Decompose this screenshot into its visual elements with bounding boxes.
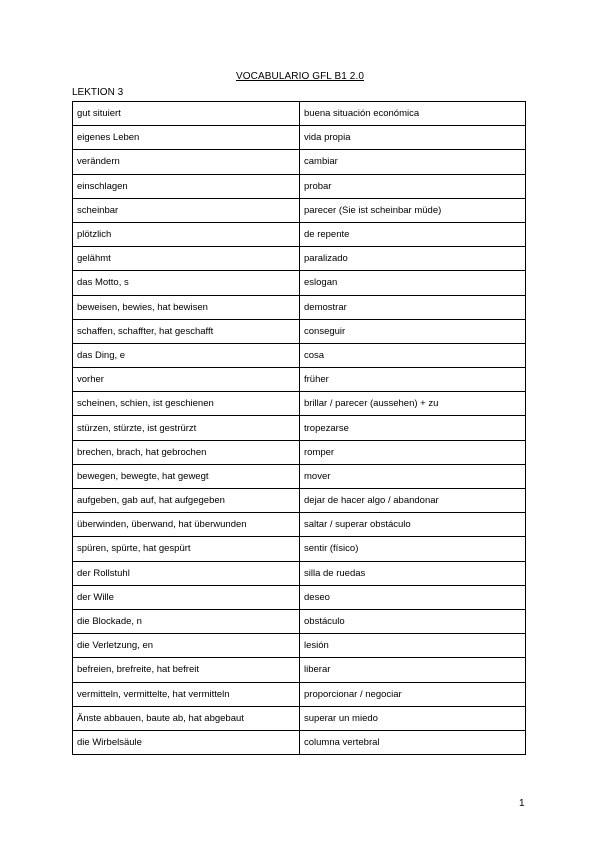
german-term-cell: schaffen, schaffter, hat geschafft: [73, 319, 300, 343]
german-term-cell: plötzlich: [73, 222, 300, 246]
spanish-translation-cell: cambiar: [300, 150, 526, 174]
table-row: [73, 319, 526, 343]
spanish-translation-cell: probar: [300, 174, 526, 198]
spanish-translation-cell: obstáculo: [300, 609, 526, 633]
vocabulary-table-body: [73, 102, 526, 755]
spanish-translation-cell: liberar: [300, 658, 526, 682]
table-row: [73, 730, 526, 754]
german-term-cell: Änste abbauen, baute ab, hat abgebaut: [73, 706, 300, 730]
spanish-translation-cell: tropezarse: [300, 416, 526, 440]
page-number: 1: [519, 798, 525, 809]
table-row: [73, 682, 526, 706]
table-row: [73, 174, 526, 198]
german-term-cell: scheinen, schien, ist geschienen: [73, 392, 300, 416]
german-term-cell: beweisen, bewies, hat bewisen: [73, 295, 300, 319]
table-row: [73, 537, 526, 561]
german-term-cell: das Ding, e: [73, 343, 300, 367]
german-term-cell: die Blockade, n: [73, 609, 300, 633]
spanish-translation-cell: columna vertebral: [300, 730, 526, 754]
table-row: [73, 706, 526, 730]
german-term-cell: vermitteln, vermittelte, hat vermitteln: [73, 682, 300, 706]
table-row: [73, 464, 526, 488]
table-row: [73, 561, 526, 585]
spanish-translation-cell: proporcionar / negociar: [300, 682, 526, 706]
german-term-cell: die Verletzung, en: [73, 634, 300, 658]
spanish-translation-cell: sentir (físico): [300, 537, 526, 561]
spanish-translation-cell: conseguir: [300, 319, 526, 343]
spanish-translation-cell: superar un miedo: [300, 706, 526, 730]
table-row: [73, 295, 526, 319]
spanish-translation-cell: vida propia: [300, 126, 526, 150]
table-row: [73, 392, 526, 416]
table-row: [73, 102, 526, 126]
german-term-cell: gut situiert: [73, 102, 300, 126]
table-row: [73, 368, 526, 392]
german-term-cell: überwinden, überwand, hat überwunden: [73, 513, 300, 537]
table-row: [73, 343, 526, 367]
table-row: [73, 513, 526, 537]
spanish-translation-cell: cosa: [300, 343, 526, 367]
table-row: [73, 489, 526, 513]
spanish-translation-cell: paralizado: [300, 247, 526, 271]
german-term-cell: verändern: [73, 150, 300, 174]
spanish-translation-cell: deseo: [300, 585, 526, 609]
german-term-cell: befreien, brefreite, hat befreit: [73, 658, 300, 682]
german-term-cell: einschlagen: [73, 174, 300, 198]
german-term-cell: der Wille: [73, 585, 300, 609]
german-term-cell: gelähmt: [73, 247, 300, 271]
german-term-cell: das Motto, s: [73, 271, 300, 295]
table-row: [73, 150, 526, 174]
german-term-cell: vorher: [73, 368, 300, 392]
vocabulary-table: [72, 101, 526, 755]
table-row: [73, 634, 526, 658]
table-row: [73, 222, 526, 246]
table-row: [73, 198, 526, 222]
german-term-cell: spüren, spürte, hat gespürt: [73, 537, 300, 561]
spanish-translation-cell: buena situación económica: [300, 102, 526, 126]
spanish-translation-cell: eslogan: [300, 271, 526, 295]
german-term-cell: bewegen, bewegte, hat gewegt: [73, 464, 300, 488]
spanish-translation-cell: silla de ruedas: [300, 561, 526, 585]
table-row: [73, 609, 526, 633]
spanish-translation-cell: saltar / superar obstáculo: [300, 513, 526, 537]
table-row: [73, 585, 526, 609]
spanish-translation-cell: de repente: [300, 222, 526, 246]
german-term-cell: die Wirbelsäule: [73, 730, 300, 754]
spanish-translation-cell: früher: [300, 368, 526, 392]
german-term-cell: brechen, brach, hat gebrochen: [73, 440, 300, 464]
spanish-translation-cell: parecer (Sie ist scheinbar müde): [300, 198, 526, 222]
spanish-translation-cell: lesión: [300, 634, 526, 658]
table-row: [73, 247, 526, 271]
document-title: VOCABULARIO GFL B1 2.0: [236, 71, 364, 82]
spanish-translation-cell: brillar / parecer (aussehen) + zu: [300, 392, 526, 416]
table-row: [73, 271, 526, 295]
table-row: [73, 416, 526, 440]
spanish-translation-cell: romper: [300, 440, 526, 464]
spanish-translation-cell: mover: [300, 464, 526, 488]
table-row: [73, 658, 526, 682]
spanish-translation-cell: dejar de hacer algo / abandonar: [300, 489, 526, 513]
german-term-cell: eigenes Leben: [73, 126, 300, 150]
german-term-cell: der Rollstuhl: [73, 561, 300, 585]
lesson-heading: LEKTION 3: [72, 87, 124, 98]
table-row: [73, 126, 526, 150]
german-term-cell: scheinbar: [73, 198, 300, 222]
german-term-cell: aufgeben, gab auf, hat aufgegeben: [73, 489, 300, 513]
table-row: [73, 440, 526, 464]
german-term-cell: stürzen, stürzte, ist gestrürzt: [73, 416, 300, 440]
spanish-translation-cell: demostrar: [300, 295, 526, 319]
